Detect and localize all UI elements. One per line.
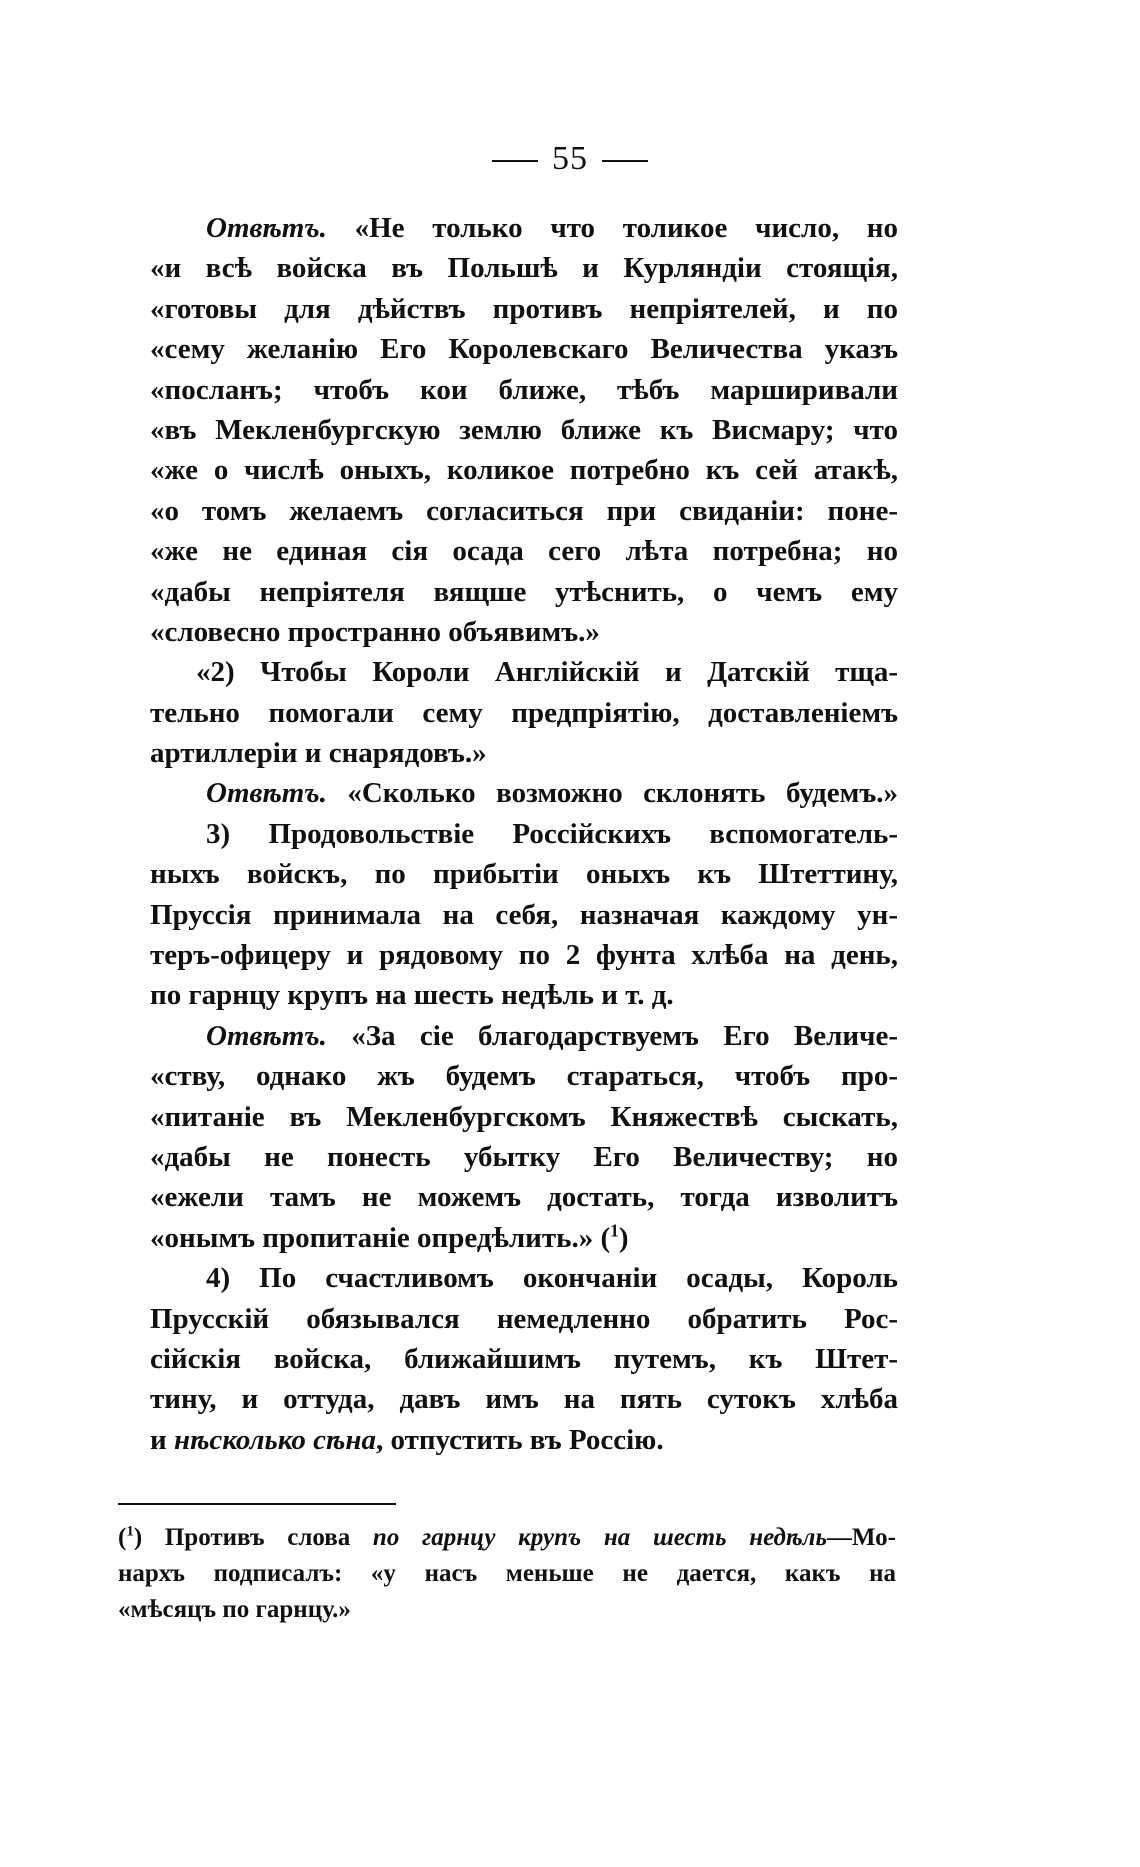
text-line-segment: «ству, однако жъ будемъ стараться, чтобъ про- bbox=[150, 1060, 898, 1093]
text-line-segment: «дабы не понесть убытку Его Величеству; но bbox=[150, 1140, 898, 1173]
text-line bbox=[150, 531, 898, 571]
footnote-line bbox=[118, 1520, 896, 1556]
text-line bbox=[150, 733, 898, 773]
text-line bbox=[150, 1339, 898, 1379]
footnote bbox=[118, 1520, 896, 1628]
text-line-segment: «готовы для дѣйствъ противъ непріятелей, и по bbox=[150, 292, 898, 325]
text-line bbox=[150, 1258, 898, 1298]
text-line bbox=[150, 1218, 898, 1258]
text-line bbox=[150, 854, 898, 894]
footnote-line-segment: 1 bbox=[126, 1523, 134, 1540]
page-number-value: 55 bbox=[552, 140, 588, 177]
text-line bbox=[150, 1420, 898, 1460]
text-line-segment: «дабы непріятеля вящше утѣснить, о чемъ ему bbox=[150, 575, 898, 608]
text-line-segment: Отвѣтъ. bbox=[206, 212, 327, 244]
footnote-line bbox=[118, 1592, 896, 1628]
text-line-segment: Пруссія принимала на себя, назначая каждому ун- bbox=[150, 898, 898, 931]
text-line-segment: сійскія войска, ближайшимъ путемъ, къ Штет- bbox=[150, 1342, 898, 1375]
text-line-segment: и bbox=[150, 1423, 174, 1456]
text-line bbox=[150, 1137, 898, 1177]
text-line-segment: «словесно пространно объявимъ.» bbox=[150, 615, 600, 648]
text-line bbox=[150, 975, 898, 1015]
dash-left bbox=[492, 160, 538, 162]
text-line-segment: «онымъ пропитаніе опредѣлить.» ( bbox=[150, 1221, 611, 1254]
footnote-line-segment: нархъ подписалъ: «у насъ меньше не дается, какъ на bbox=[118, 1560, 896, 1587]
text-line-segment: «ежели тамъ не можемъ достать, тогда изволитъ bbox=[150, 1181, 898, 1214]
text-line-segment: теръ-офицеру и рядовому по 2 фунта хлѣба на день, bbox=[150, 939, 898, 972]
text-line-segment: «о томъ желаемъ согласиться при свиданіи: поне- bbox=[150, 494, 898, 527]
text-line-segment: 1 bbox=[610, 1220, 619, 1241]
text-line-segment: «въ Мекленбургскую землю ближе къ Висмару; что bbox=[150, 413, 898, 446]
text-line-segment: «За сіе благодарствуемъ Его Величе- bbox=[326, 1019, 898, 1052]
text-line bbox=[150, 814, 898, 854]
footnote-line bbox=[118, 1556, 896, 1592]
text-line-segment: артиллеріи и снарядовъ.» bbox=[150, 737, 487, 770]
text-line-segment: «Не только что толикое число, но bbox=[326, 212, 898, 244]
text-line bbox=[150, 248, 898, 288]
text-line bbox=[150, 693, 898, 733]
text-line bbox=[150, 652, 898, 692]
text-line bbox=[150, 773, 898, 813]
text-line-segment: по гарнцу крупъ на шесть недѣль и т. д. bbox=[150, 979, 674, 1012]
text-line-segment: ныхъ войскъ, по прибытіи оныхъ къ Штеттину, bbox=[150, 858, 898, 891]
text-line-segment: Отвѣтъ. bbox=[206, 777, 327, 810]
text-line bbox=[150, 1056, 898, 1096]
footnote-line-segment: ) Противъ слова bbox=[133, 1524, 373, 1551]
text-line-segment: «Сколько возможно склонять будемъ.» bbox=[326, 777, 898, 810]
footnote-line-segment: ( bbox=[118, 1524, 127, 1551]
text-line bbox=[150, 410, 898, 450]
dash-right bbox=[602, 160, 648, 162]
page-number bbox=[0, 140, 1140, 178]
text-line bbox=[150, 208, 898, 248]
text-line-segment: «сему желанію Его Королевскаго Величества указъ bbox=[150, 333, 898, 366]
text-line bbox=[150, 612, 898, 652]
footnote-line-segment: «мѣсяцъ по гарнцу.» bbox=[118, 1596, 351, 1623]
footnote-line-segment: по гарнцу крупъ на шесть недѣль bbox=[372, 1524, 827, 1551]
text-line-segment: «и всѣ войска въ Польшѣ и Курляндіи стоящія, bbox=[150, 252, 898, 285]
text-line-segment: «посланъ; чтобъ кои ближе, тѣбъ марширивали bbox=[150, 373, 898, 406]
footnote-rule bbox=[118, 1503, 396, 1505]
text-line-segment: «питаніе въ Мекленбургскомъ Княжествѣ сыскать, bbox=[150, 1100, 898, 1133]
text-line bbox=[150, 895, 898, 935]
text-line-segment: , отпустить въ Россію. bbox=[375, 1423, 664, 1456]
text-line bbox=[150, 572, 898, 612]
text-line-segment: «же не единая сія осада сего лѣта потребна; но bbox=[150, 535, 898, 568]
text-line-segment: тину, и оттуда, давъ имъ на пять сутокъ хлѣба bbox=[150, 1383, 898, 1416]
footnote-line-segment: —Мо- bbox=[826, 1524, 896, 1551]
text-line-segment: «же о числѣ оныхъ, коликое потребно къ сей атакѣ, bbox=[150, 454, 898, 487]
text-line-segment: Отвѣтъ. bbox=[206, 1019, 327, 1052]
text-line bbox=[150, 289, 898, 329]
text-line bbox=[150, 1177, 898, 1217]
text-line bbox=[150, 1097, 898, 1137]
text-line bbox=[150, 1379, 898, 1419]
text-line bbox=[150, 1299, 898, 1339]
text-line-segment: Прусскій обязывался немедленно обратить Рос- bbox=[150, 1302, 898, 1335]
text-line-segment: нѣсколько сѣна bbox=[173, 1423, 376, 1456]
text-line-segment: тельно помогали сему предпріятію, доставленіемъ bbox=[150, 696, 898, 729]
text-line bbox=[150, 329, 898, 369]
text-line-segment: «2) Чтобы Короли Англійскій и Датскій тща- bbox=[196, 656, 898, 689]
text-line bbox=[150, 450, 898, 490]
text-line bbox=[150, 491, 898, 531]
text-line-segment: 4) По счастливомъ окончаніи осады, Король bbox=[206, 1262, 898, 1295]
text-line bbox=[150, 935, 898, 975]
text-line-segment: ) bbox=[618, 1221, 629, 1254]
text-line-segment: 3) Продовольствіе Россійскихъ вспомогатель- bbox=[206, 817, 898, 850]
text-line bbox=[150, 370, 898, 410]
text-line bbox=[150, 1016, 898, 1056]
main-text bbox=[150, 208, 898, 1460]
